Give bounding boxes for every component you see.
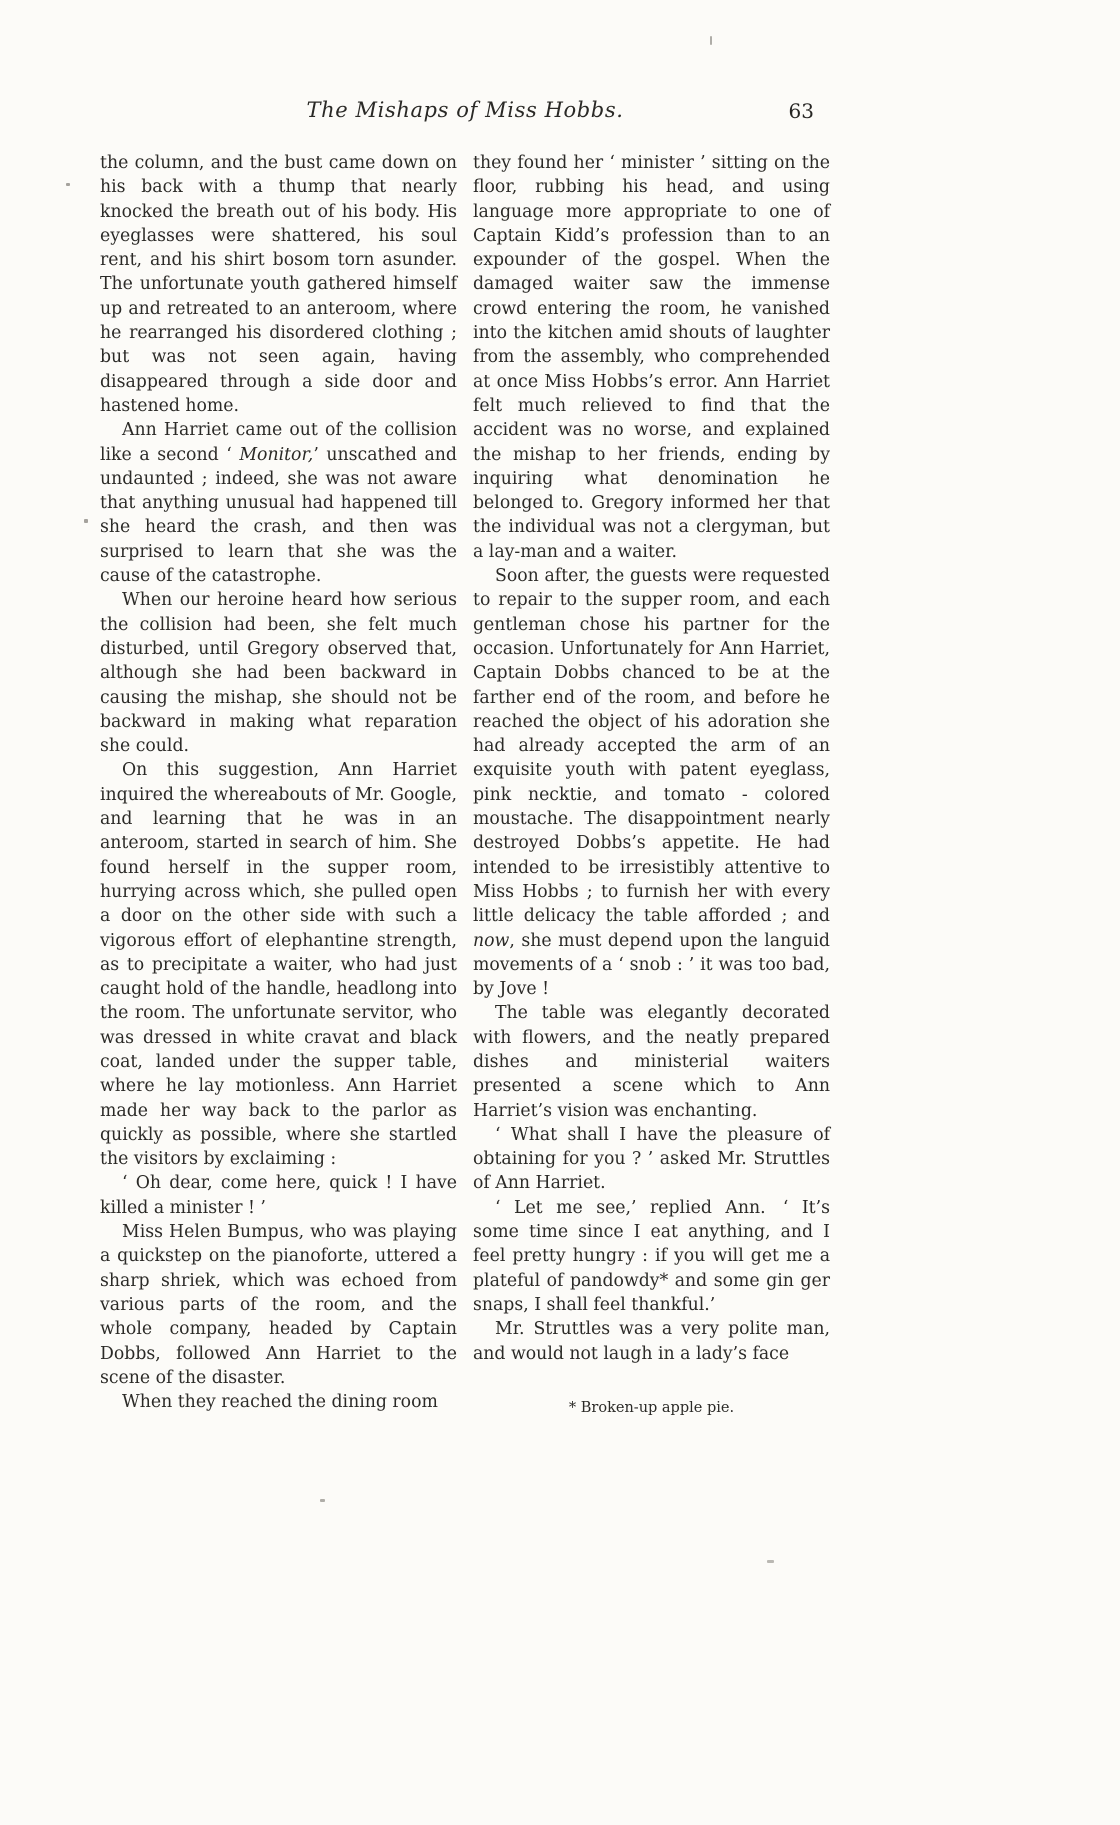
left-column-text	[100, 151, 457, 1414]
paragraph	[473, 1317, 830, 1366]
text-run: When our heroine heard how serious the collision had been, she felt much disturbed, until Gregory observed that, although she had been backward in causing the mishap, she should not be backward in making what reparation she could.	[100, 590, 457, 757]
paragraph	[473, 564, 830, 1001]
text-run: Soon after, the guests were requested to repair to the supper room, and each gentleman chose his partner for the occasion. Unfortunately for Ann Harriet, Captain Dobbs chanced to be at the farther end of the room, and before he reached the object of his adoration she had already accepted the arm of an exquisite youth with patent eyeglass, pink necktie, and tomato - colored moustache. The disappointment nearly destroyed Dobbs’s appetite. He had intended to be irresistibly attentive to Miss Hobbs ; to furnish her with every little delicacy the table afforded ; and	[473, 566, 830, 927]
paragraph	[473, 151, 830, 564]
paragraph	[100, 1390, 457, 1414]
paragraph	[100, 1220, 457, 1390]
italic-text-run: Monitor,	[239, 444, 314, 465]
text-run: Mr. Struttles was a very polite man, and would not laugh in a lady’s face	[473, 1319, 830, 1364]
page-content	[100, 98, 830, 1420]
scan-artifact	[767, 1560, 774, 1563]
text-columns	[100, 151, 830, 1420]
text-run: ’ unscathed and undaunted ; indeed, she was not aware that anything unusual had happened till she heard the crash, and then was surprised to learn that she was the cause of the catastrophe.	[100, 444, 457, 587]
text-run: , she must depend upon the languid movements of a ‘ snob : ’ it was too bad, by Jove !	[473, 930, 830, 1000]
running-head-title: The Mishaps of Miss Hobbs.	[306, 98, 624, 122]
text-run: When they reached the dining room	[122, 1392, 438, 1413]
paragraph	[100, 418, 457, 588]
text-run: Miss Helen Bumpus, who was playing a quickstep on the pianoforte, uttered a sharp shriek, which was echoed from various parts of the room, and the whole company, headed by Captain Dobbs, followed Ann Harriet to the scene of the disaster.	[100, 1222, 457, 1388]
text-run: Ann Harriet came out of the collision like a second ‘	[100, 420, 457, 465]
left-column	[100, 151, 457, 1420]
paragraph	[100, 151, 457, 418]
right-column-text	[473, 151, 830, 1366]
text-run: ‘ Oh dear, come here, quick ! I have killed a minister ! ’	[100, 1173, 457, 1218]
paragraph	[473, 1001, 830, 1122]
text-run: ‘ What shall I have the pleasure of obtaining for you ? ’ asked Mr. Struttles of Ann Harriet.	[473, 1124, 830, 1194]
text-run: they found her ‘ minister ’ sitting on the floor, rubbing his head, and using language more appropriate to one of Captain Kidd’s profession than to an expounder of the gospel. When the damaged waiter saw the immense crowd entering the room, he vanished into the kitchen amid shouts of laughter from the assembly, who comprehended at once Miss Hobbs’s error. Ann Harriet felt much relieved to find that the accident was no worse, and explained the mishap to her friends, ending by inquiring what denomination he belonged to. Gregory informed her that the individual was not a clergyman, but a lay-man and a waiter.	[473, 153, 830, 562]
paragraph	[100, 588, 457, 758]
paragraph	[100, 758, 457, 1171]
paragraph	[473, 1123, 830, 1196]
text-run: ‘ Let me see,’ replied Ann. ‘ It’s some time since I eat anything, and I feel pretty hungry : if you will get me a plateful of pandowdy* and some gin ger snaps, I shall feel thankful.’	[473, 1197, 830, 1315]
right-column	[473, 151, 830, 1420]
paragraph	[473, 1196, 830, 1317]
page-header	[100, 98, 830, 142]
scan-artifact	[710, 36, 712, 45]
scan-artifact	[320, 1499, 325, 1502]
footnote: * Broken-up apple pie.	[568, 1399, 735, 1416]
italic-text-run: now	[473, 930, 510, 951]
page-number: 63	[788, 99, 814, 123]
scan-artifact	[66, 183, 70, 186]
text-run: On this suggestion, Ann Harriet inquired the whereabouts of Mr. Google, and learning that he was in an anteroom, started in search of him. She found herself in the supper room, hurrying across which, she pulled open a door on the other side with such a vigorous effort of elephantine strength, as to precipitate a waiter, who had just caught hold of the handle, headlong into the room. The unfortunate servitor, who was dressed in white cravat and black coat, landed under the supper table, where he lay motionless. Ann Harriet made her way back to the parlor as quickly as possible, where she startled the visitors by exclaiming :	[100, 760, 457, 1170]
scan-artifact	[84, 519, 88, 523]
paragraph	[100, 1171, 457, 1220]
text-run: The table was elegantly decorated with flowers, and the neatly prepared dishes and ministerial waiters presented a scene which to Ann Harriet’s vision was enchanting.	[473, 1003, 830, 1121]
text-run: the column, and the bust came down on his back with a thump that nearly knocked the breath out of his body. His eyeglasses were shattered, his soul rent, and his shirt bosom torn asunder. The unfortunate youth gathered himself up and retreated to an anteroom, where he rearranged his disordered clothing ; but was not seen again, having disappeared through a side door and hastened home.	[100, 153, 457, 416]
